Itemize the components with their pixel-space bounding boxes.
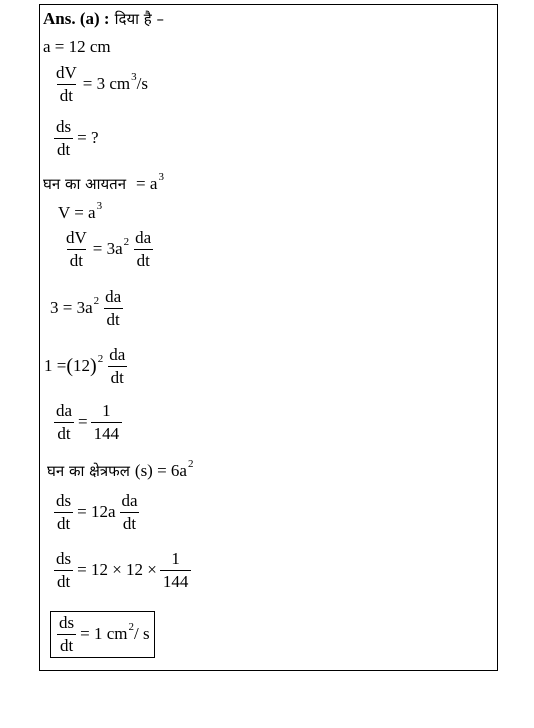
- middle-term: = 12 × 12 ×: [77, 560, 157, 580]
- unit-tail: /s: [136, 74, 148, 94]
- numerator: da: [135, 228, 152, 247]
- derivative-line-5: [50, 492, 144, 533]
- unit-tail: / s: [133, 624, 150, 644]
- numerator: 1: [171, 549, 180, 568]
- final-answer-box: [50, 611, 155, 658]
- denominator: dt: [57, 84, 76, 105]
- numerator: ds: [59, 613, 75, 632]
- open-paren: (: [66, 354, 74, 377]
- denominator: dt: [57, 634, 76, 655]
- exponent: 3: [131, 71, 137, 84]
- ds-dt-fraction: [53, 550, 74, 591]
- denominator: dt: [54, 512, 73, 533]
- denominator: dt: [54, 138, 73, 159]
- denominator: dt: [134, 249, 153, 270]
- derivative-line-6: [50, 550, 194, 591]
- middle-term: = 12a: [77, 502, 116, 522]
- cube-volume-text: घन का आयतन: [43, 175, 127, 193]
- cube-area-text: घन का क्षेत्रफल: [47, 462, 130, 480]
- da-dt-fraction: [106, 346, 128, 387]
- final-value: = 1 cm: [80, 624, 128, 644]
- dV-dt-fraction: [63, 229, 90, 270]
- side-length-line: [43, 37, 111, 57]
- ds-dt-fraction: [53, 118, 74, 159]
- denominator: 144: [91, 422, 123, 443]
- exponent: 2: [128, 621, 134, 634]
- volume-rate-value: = 3 cm: [82, 74, 131, 94]
- answer-heading: [43, 9, 164, 29]
- inner-value: 12: [73, 356, 91, 376]
- derivative-line-2: [50, 288, 127, 329]
- numerator: da: [105, 287, 122, 306]
- exponent: 2: [97, 353, 104, 366]
- denominator: dt: [54, 570, 73, 591]
- denominator: dt: [108, 366, 127, 387]
- lhs-term: 3 = 3a: [50, 298, 93, 318]
- exponent: 2: [93, 295, 100, 308]
- cube-volume-rhs: = a: [136, 174, 158, 193]
- one-over-144-fraction: [91, 402, 123, 443]
- da-dt-fraction: [102, 288, 124, 329]
- exponent: 2: [187, 458, 194, 470]
- da-dt-fraction: [132, 229, 154, 270]
- numerator: da: [121, 491, 138, 510]
- numerator: ds: [56, 117, 72, 136]
- close-paren: ): [90, 354, 97, 377]
- volume-formula: V = a: [58, 203, 96, 222]
- cube-volume-line: [43, 171, 164, 194]
- ds-dt-fraction: [53, 492, 74, 533]
- derivative-line-1: [60, 229, 157, 270]
- denominator: 144: [160, 570, 192, 591]
- numerator: dV: [56, 63, 77, 82]
- numerator: 1: [102, 401, 111, 420]
- derivative-line-3: [44, 346, 131, 387]
- middle-term: = 3a: [92, 239, 123, 259]
- lhs-term: 1 =: [44, 356, 67, 376]
- side-length: a = 12 cm: [43, 37, 111, 56]
- numerator: da: [56, 401, 73, 420]
- final-answer-line: [50, 611, 155, 658]
- volume-rate-line: [50, 64, 148, 105]
- numerator: dV: [66, 228, 87, 247]
- given-text: दिया है –: [114, 10, 165, 28]
- denominator: dt: [67, 249, 86, 270]
- numerator: ds: [56, 491, 72, 510]
- cube-area-line: [47, 458, 194, 481]
- volume-formula-line: [58, 200, 103, 223]
- numerator: da: [109, 345, 126, 364]
- da-dt-fraction: [53, 402, 75, 443]
- numerator: ds: [56, 549, 72, 568]
- answer-label: Ans. (a) :: [43, 9, 110, 28]
- cube-area-rhs: (s) = 6a: [134, 461, 187, 480]
- exponent: 3: [96, 200, 103, 212]
- exponent: 3: [158, 171, 164, 183]
- denominator: dt: [120, 512, 139, 533]
- derivative-line-4: [50, 402, 125, 443]
- one-over-144-fraction: [160, 550, 192, 591]
- exponent: 2: [123, 236, 130, 249]
- ds-dt-fraction: [56, 614, 77, 655]
- denominator: dt: [104, 308, 123, 329]
- equals-sign: =: [78, 412, 88, 432]
- da-dt-fraction: [119, 492, 141, 533]
- dV-dt-fraction: [53, 64, 80, 105]
- denominator: dt: [54, 422, 73, 443]
- area-rate-question-line: [50, 118, 99, 159]
- question: = ?: [77, 128, 99, 148]
